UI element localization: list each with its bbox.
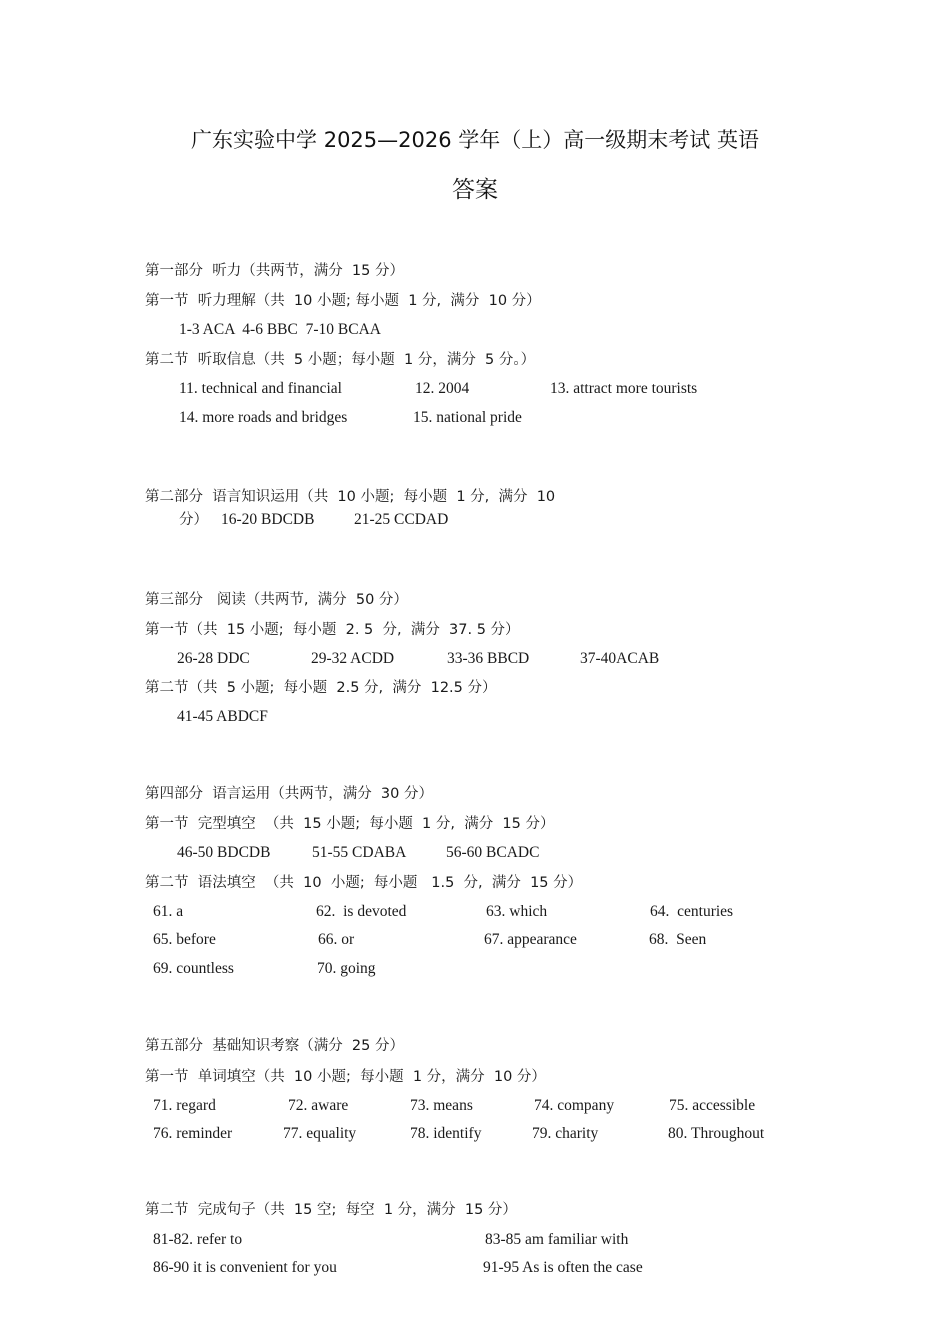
- answer-item: 83-85 am familiar with: [485, 1231, 629, 1248]
- answer-item: 68. Seen: [649, 931, 707, 948]
- answer-item: 64. centuries: [650, 903, 734, 920]
- answer-item: 91-95 As is often the case: [483, 1259, 643, 1276]
- part1-sec1-heading: 第一节 听力理解（共 10 小题; 每小题 1 分, 满分 10 分）: [145, 293, 541, 309]
- answer-item: 21-25 CCDAD: [354, 511, 449, 528]
- answer-item: 15. national pride: [413, 409, 522, 426]
- part3-heading: 第三部分 阅读（共两节, 满分 50 分）: [145, 592, 408, 608]
- part5-sec2-heading: 第二节 完成句子（共 15 空; 每空 1 分，满分 15 分）: [145, 1202, 517, 1218]
- part5-heading: 第五部分 基础知识考察（满分 25 分）: [145, 1038, 404, 1054]
- part1-sec2-heading: 第二节 听取信息（共 5 小题；每小题 1 分，满分 5 分。）: [145, 352, 536, 368]
- part1-sec1-answers: 1-3 ACA 4-6 BBC 7-10 BCAA: [179, 321, 381, 338]
- answer-item: 65. before: [153, 931, 216, 948]
- answer-item: 74. company: [534, 1097, 615, 1114]
- part5-sec1-heading: 第一节 单词填空（共 10 小题; 每小题 1 分，满分 10 分）: [145, 1069, 546, 1085]
- answer-item: 62. is devoted: [316, 903, 407, 920]
- part2-heading: 第二部分 语言知识运用（共 10 小题; 每小题 1 分, 满分 10: [145, 489, 556, 505]
- answer-item: 14. more roads and bridges: [179, 409, 348, 426]
- document-subtitle: 答案: [452, 177, 498, 203]
- answer-item: 73. means: [410, 1097, 473, 1114]
- part4-sec1-heading: 第一节 完型填空 （共 15 小题; 每小题 1 分, 满分 15 分）: [145, 816, 555, 832]
- part4-sec2-heading: 第二节 语法填空 （共 10 小题; 每小题 1.5 分, 满分 15 分）: [145, 875, 583, 891]
- answer-item: 16-20 BDCDB: [221, 511, 315, 528]
- answer-item: 80. Throughout: [668, 1125, 765, 1142]
- part1-heading: 第一部分 听力（共两节，满分 15 分）: [145, 263, 404, 279]
- answer-item: 33-36 BBCD: [447, 650, 530, 667]
- answer-item: 76. reminder: [153, 1125, 233, 1142]
- answer-item: 66. or: [318, 931, 355, 948]
- answer-item: 46-50 BDCDB: [177, 844, 271, 861]
- answer-item: 13. attract more tourists: [550, 380, 698, 397]
- answer-item: 70. going: [317, 960, 376, 977]
- answer-item: 11. technical and financial: [179, 380, 342, 397]
- answer-item: 79. charity: [532, 1125, 599, 1142]
- answer-item: 29-32 ACDD: [311, 650, 395, 667]
- answer-item: 69. countless: [153, 960, 234, 977]
- part3-sec2-heading: 第二节（共 5 小题; 每小题 2.5 分, 满分 12.5 分）: [145, 680, 497, 696]
- answer-item: 77. equality: [283, 1125, 357, 1142]
- answer-item: 12. 2004: [415, 380, 470, 397]
- answer-item: 72. aware: [288, 1097, 349, 1114]
- answer-item: 63. which: [486, 903, 548, 920]
- answer-item: 61. a: [153, 903, 184, 920]
- answer-item: 37-40ACAB: [580, 650, 660, 667]
- answer-item: 56-60 BCADC: [446, 844, 540, 861]
- answer-item: 86-90 it is convenient for you: [153, 1259, 337, 1276]
- part2-heading-cont: 分）: [179, 512, 208, 528]
- answer-item: 26-28 DDC: [177, 650, 250, 667]
- answer-item: 71. regard: [153, 1097, 216, 1114]
- part3-sec2-answers: 41-45 ABDCF: [177, 708, 268, 725]
- document-title: 广东实验中学 2025—2026 学年（上）高一级期末考试 英语: [191, 128, 759, 152]
- answer-item: 51-55 CDABA: [312, 844, 407, 861]
- answer-item: 75. accessible: [669, 1097, 756, 1114]
- answer-item: 67. appearance: [484, 931, 577, 948]
- part3-sec1-heading: 第一节（共 15 小题; 每小题 2. 5 分, 满分 37. 5 分）: [145, 622, 520, 638]
- part4-heading: 第四部分 语言运用（共两节，满分 30 分）: [145, 786, 433, 802]
- answer-item: 81-82. refer to: [153, 1231, 243, 1248]
- answer-item: 78. identify: [410, 1125, 482, 1142]
